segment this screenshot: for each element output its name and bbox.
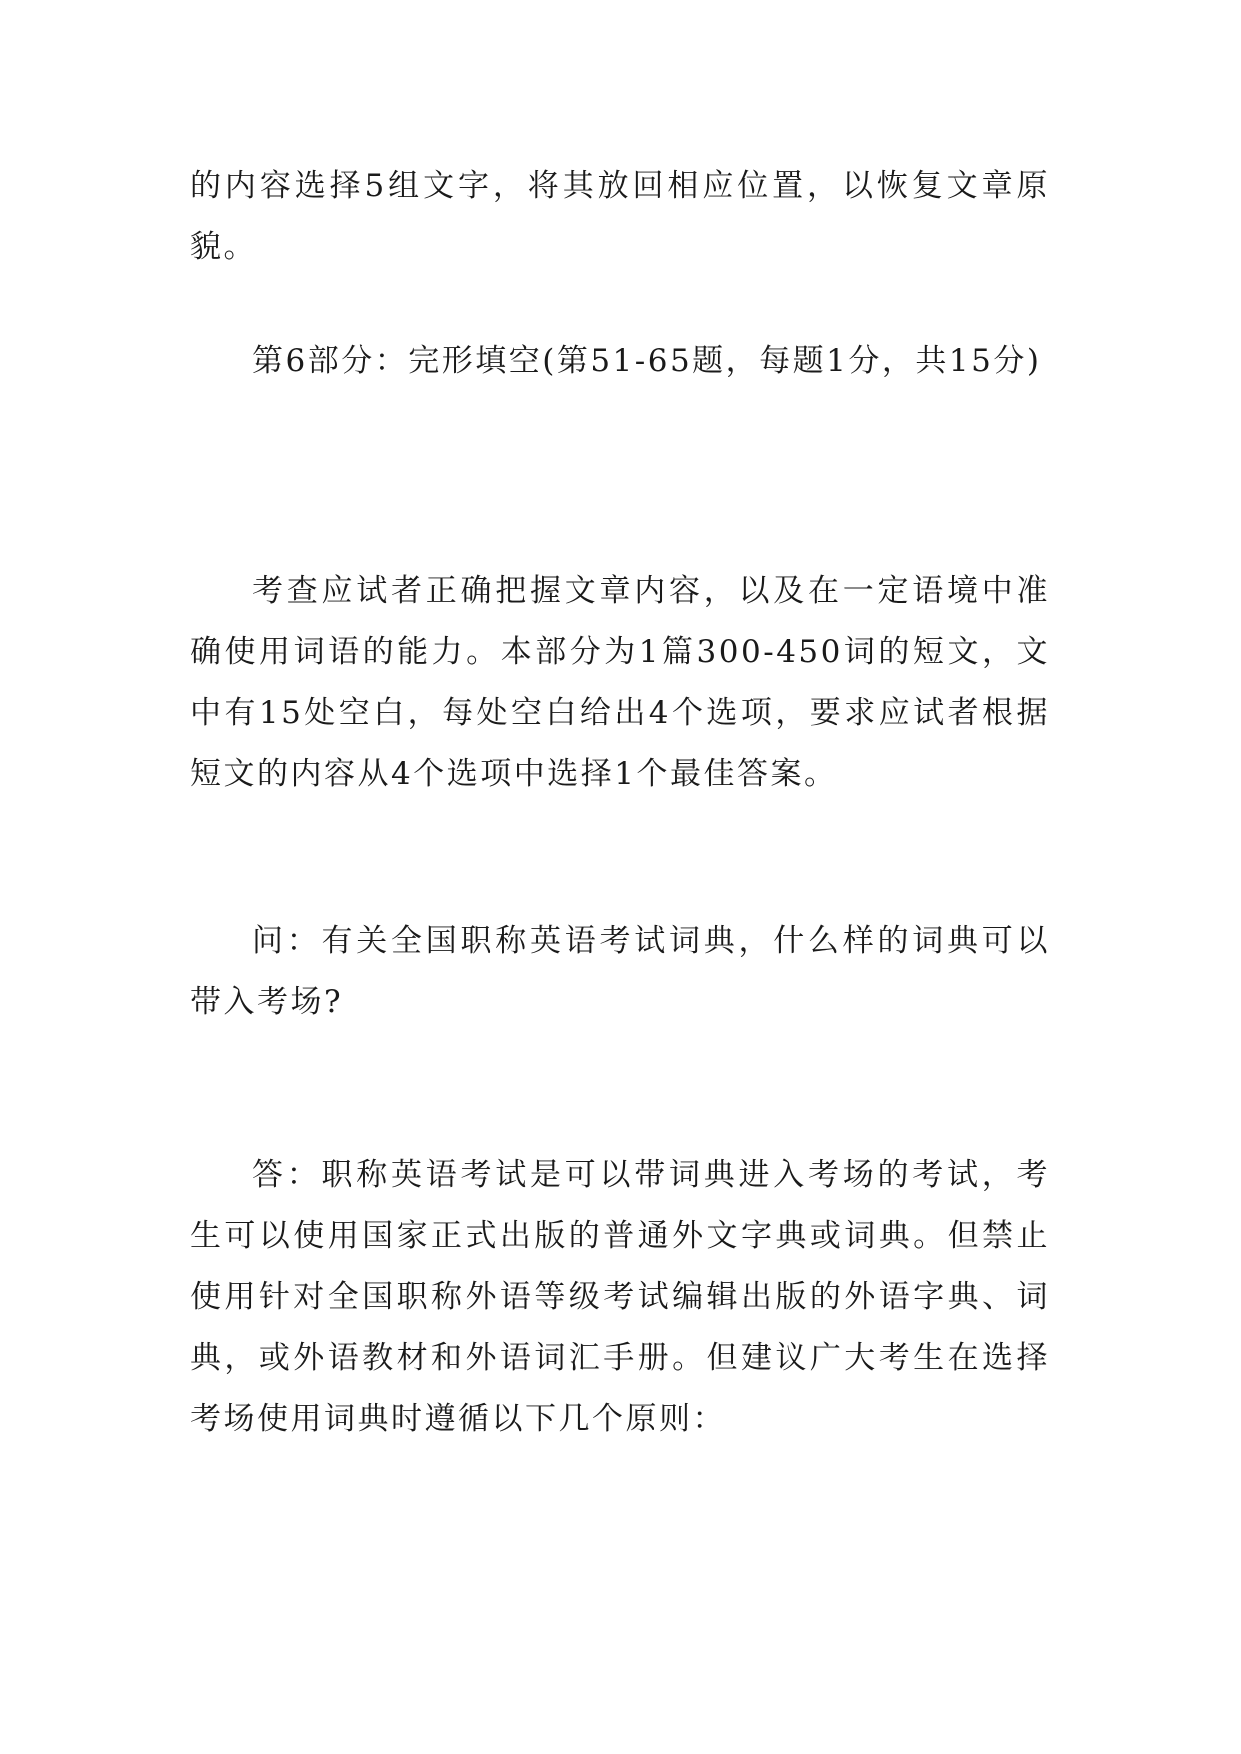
paragraph-part-6-description: 考查应试者正确把握文章内容，以及在一定语境中准确使用词语的能力。本部分为1篇300-450词的短文，文中有15处空白，每处空白给出4个选项，要求应试者根据短文的内容从4个选项中选择1个最佳答案。 xyxy=(190,573,1050,792)
paragraph-answer: 答：职称英语考试是可以带词典进入考场的考试，考生可以使用国家正式出版的普通外文字典或词典。但禁止使用针对全国职称外语等级考试编辑出版的外语字典、词典，或外语教材和外语词汇手册。但建议广大考生在选择考场使用词典时遵循以下几个原则： xyxy=(190,1157,1050,1437)
paragraph-continuation: 的内容选择5组文字，将其放回相应位置，以恢复文章原貌。 xyxy=(190,168,1050,265)
section-heading-part-6: 第6部分：完形填空(第51-65题，每题1分，共15分) xyxy=(252,343,1042,379)
paragraph-question: 问：有关全国职称英语考试词典，什么样的词典可以带入考场? xyxy=(190,923,1050,1020)
